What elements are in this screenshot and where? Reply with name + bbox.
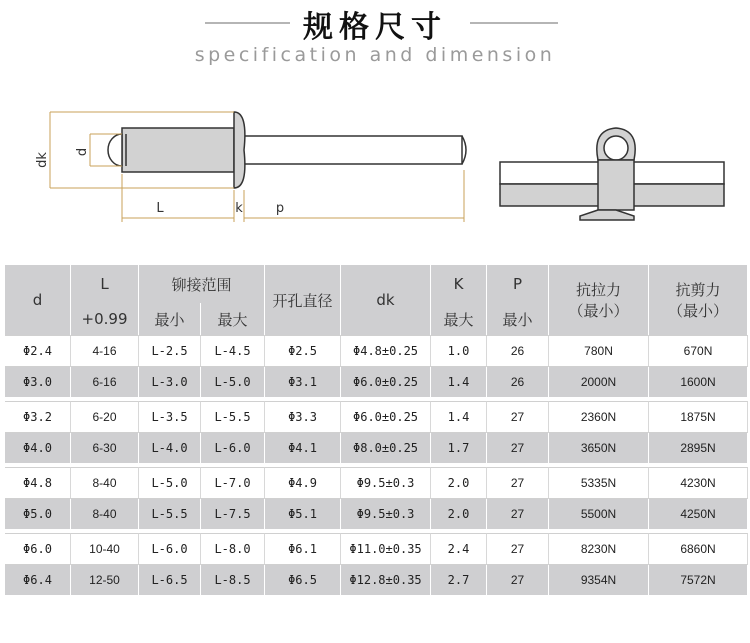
cell-min: L-2.5: [139, 335, 201, 367]
rivet-dimension-diagram: [0, 90, 750, 240]
cell-dk: Φ6.0±0.25: [341, 367, 431, 401]
cell-min: L-5.5: [139, 499, 201, 533]
cell-K: 1.7: [431, 433, 487, 467]
header-range-max: 最大: [201, 303, 265, 335]
cell-P: 27: [487, 533, 549, 565]
cell-tensile: 2360N: [549, 401, 649, 433]
cell-shear: 7572N: [649, 565, 748, 599]
header-shear-label: 抗剪力: [675, 281, 721, 299]
table-row: [5, 499, 748, 533]
header-d: d: [5, 265, 71, 335]
label-dk: dk: [35, 152, 50, 168]
cell-min: L-6.0: [139, 533, 201, 565]
header-P-sub: 最小: [487, 303, 549, 335]
cell-max: L-4.5: [201, 335, 265, 367]
header-hole: 开孔直径: [265, 265, 341, 335]
cell-d: Φ2.4: [5, 335, 71, 367]
cell-min: L-4.0: [139, 433, 201, 467]
title-divider-right: [470, 22, 558, 24]
cell-K: 2.7: [431, 565, 487, 599]
cell-tensile: 5500N: [549, 499, 649, 533]
cell-min: L-3.5: [139, 401, 201, 433]
cell-P: 26: [487, 367, 549, 401]
header-tensile-sub: （最小）: [568, 302, 629, 320]
rivet-side-view: [108, 112, 466, 188]
cell-hole: Φ4.9: [265, 467, 341, 499]
table-body: [5, 335, 748, 599]
header-K-sub: 最大: [431, 303, 487, 335]
cell-d: Φ3.0: [5, 367, 71, 401]
header-L: L: [71, 265, 139, 303]
cell-hole: Φ5.1: [265, 499, 341, 533]
cell-d: Φ4.8: [5, 467, 71, 499]
cell-max: L-7.5: [201, 499, 265, 533]
cell-dk: Φ9.5±0.3: [341, 499, 431, 533]
cell-dk: Φ6.0±0.25: [341, 401, 431, 433]
cell-L: 6-20: [71, 401, 139, 433]
cell-L: 8-40: [71, 499, 139, 533]
cell-L: 12-50: [71, 565, 139, 599]
table-row: [5, 533, 748, 565]
cell-K: 1.4: [431, 367, 487, 401]
cell-K: 1.4: [431, 401, 487, 433]
cell-max: L-6.0: [201, 433, 265, 467]
cell-shear: 4250N: [649, 499, 748, 533]
cell-d: Φ3.2: [5, 401, 71, 433]
cell-min: L-3.0: [139, 367, 201, 401]
table-row: [5, 565, 748, 599]
header-P: P: [487, 265, 549, 303]
table-row: [5, 433, 748, 467]
page-subtitle: specification and dimension: [194, 44, 556, 66]
cell-L: 6-30: [71, 433, 139, 467]
cell-max: L-5.5: [201, 401, 265, 433]
cell-dk: Φ8.0±0.25: [341, 433, 431, 467]
cell-shear: 1875N: [649, 401, 748, 433]
table-row: [5, 335, 748, 367]
cell-K: 2.0: [431, 499, 487, 533]
cell-L: 4-16: [71, 335, 139, 367]
cell-tensile: 2000N: [549, 367, 649, 401]
cell-K: 2.0: [431, 467, 487, 499]
header-shear-sub: （最小）: [668, 302, 729, 320]
cell-max: L-8.5: [201, 565, 265, 599]
cell-min: L-6.5: [139, 565, 201, 599]
header-L-tolerance: +0.99: [71, 303, 139, 335]
cell-L: 10-40: [71, 533, 139, 565]
cell-L: 8-40: [71, 467, 139, 499]
cell-d: Φ4.0: [5, 433, 71, 467]
cell-P: 27: [487, 433, 549, 467]
cell-hole: Φ3.1: [265, 367, 341, 401]
label-p: p: [275, 201, 285, 216]
dimension-lines: [50, 112, 464, 222]
cell-dk: Φ4.8±0.25: [341, 335, 431, 367]
title-header: [0, 0, 750, 80]
rivet-installed-view: [500, 128, 724, 220]
cell-shear: 1600N: [649, 367, 748, 401]
cell-hole: Φ4.1: [265, 433, 341, 467]
header-shear: [649, 265, 748, 335]
cell-hole: Φ3.3: [265, 401, 341, 433]
header-tensile: [549, 265, 649, 335]
cell-tensile: 780N: [549, 335, 649, 367]
cell-K: 1.0: [431, 335, 487, 367]
cell-tensile: 8230N: [549, 533, 649, 565]
table-row: [5, 401, 748, 433]
cell-tensile: 9354N: [549, 565, 649, 599]
header-range-min: 最小: [139, 303, 201, 335]
table-header: [5, 265, 748, 335]
cell-shear: 2895N: [649, 433, 748, 467]
cell-d: Φ6.4: [5, 565, 71, 599]
header-K: K: [431, 265, 487, 303]
cell-K: 2.4: [431, 533, 487, 565]
table-row: [5, 367, 748, 401]
cell-tensile: 5335N: [549, 467, 649, 499]
header-dk: dk: [341, 265, 431, 335]
cell-P: 27: [487, 467, 549, 499]
cell-P: 27: [487, 499, 549, 533]
table-row: [5, 467, 748, 499]
cell-dk: Φ9.5±0.3: [341, 467, 431, 499]
label-k: k: [235, 201, 243, 216]
cell-shear: 670N: [649, 335, 748, 367]
spec-table: [5, 265, 748, 599]
cell-P: 26: [487, 335, 549, 367]
cell-d: Φ6.0: [5, 533, 71, 565]
cell-hole: Φ6.5: [265, 565, 341, 599]
cell-max: L-7.0: [201, 467, 265, 499]
cell-shear: 6860N: [649, 533, 748, 565]
cell-L: 6-16: [71, 367, 139, 401]
cell-hole: Φ2.5: [265, 335, 341, 367]
cell-d: Φ5.0: [5, 499, 71, 533]
cell-min: L-5.0: [139, 467, 201, 499]
cell-hole: Φ6.1: [265, 533, 341, 565]
cell-shear: 4230N: [649, 467, 748, 499]
page-title: 规格尺寸: [303, 10, 447, 45]
cell-P: 27: [487, 401, 549, 433]
cell-dk: Φ11.0±0.35: [341, 533, 431, 565]
cell-max: L-5.0: [201, 367, 265, 401]
cell-tensile: 3650N: [549, 433, 649, 467]
header-tensile-label: 抗拉力: [576, 281, 622, 299]
label-L: L: [156, 201, 164, 216]
cell-dk: Φ12.8±0.35: [341, 565, 431, 599]
cell-max: L-8.0: [201, 533, 265, 565]
cell-P: 27: [487, 565, 549, 599]
header-range: 铆接范围: [139, 265, 265, 303]
label-d: d: [75, 147, 90, 157]
